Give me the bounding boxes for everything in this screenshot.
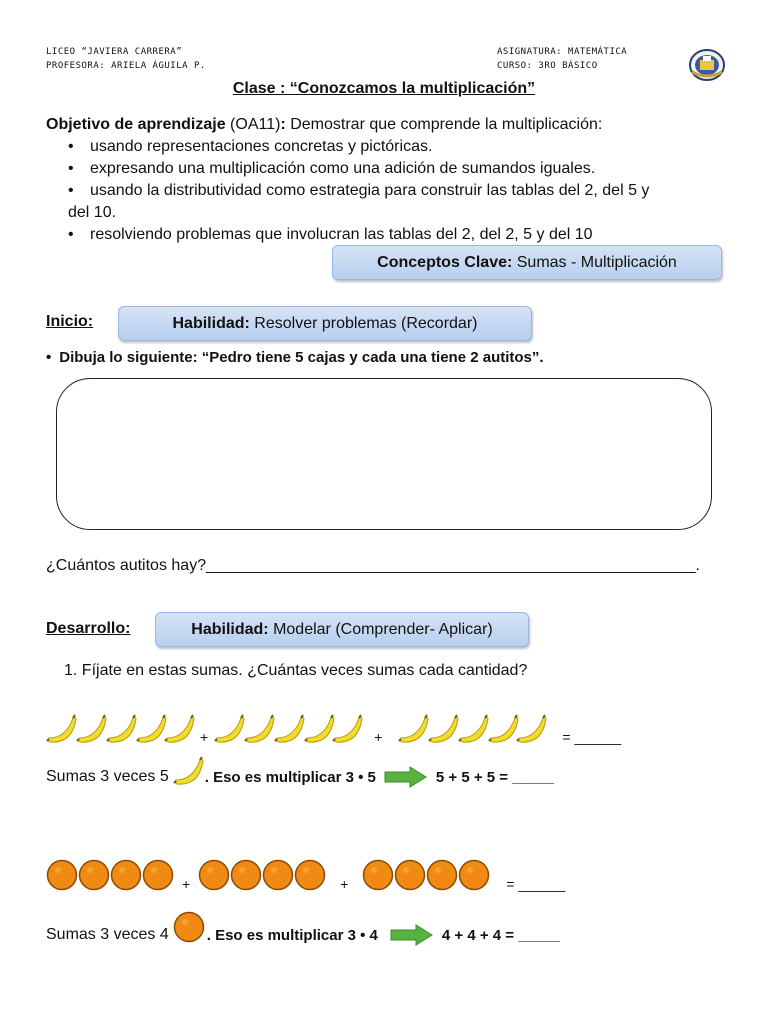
orange-icon xyxy=(48,861,77,890)
orange-icon xyxy=(296,861,325,890)
header-left xyxy=(46,45,206,73)
orange-group-row xyxy=(46,858,565,892)
concepts-text: Sumas - Multiplicación xyxy=(512,254,677,271)
teacher-name: PROFESORA: ARIELA ÁGUILA P. xyxy=(46,61,206,71)
banana-icon xyxy=(399,715,428,742)
list-item: • usando representaciones concretas y pictóricas. xyxy=(68,138,433,155)
list-item: • expresando una multiplicación como una adición de sumandos iguales. xyxy=(68,160,596,177)
banana-icon xyxy=(47,715,76,742)
orange-icon xyxy=(428,861,457,890)
banana-multiply-text: . Eso es multiplicar 3 • 5 xyxy=(204,768,376,786)
orange-icon xyxy=(173,911,207,945)
orange-sum-text: Sumas 3 veces 4 xyxy=(46,926,169,943)
concepts-box xyxy=(332,245,722,280)
school-logo-icon xyxy=(688,46,726,82)
objective-code: (OA11) xyxy=(225,116,281,133)
banana-group-2 xyxy=(214,714,364,746)
objective-colon: : xyxy=(280,116,286,133)
banana-icon xyxy=(275,715,304,742)
subject-name: ASIGNATURA: MATEMÁTICA xyxy=(497,47,628,57)
orange-icon xyxy=(200,861,229,890)
orange-multiply-text: . Eso es multiplicar 3 • 4 xyxy=(206,926,378,944)
orange-icon xyxy=(80,861,109,890)
orange-group-2 xyxy=(198,859,326,891)
banana-group-row xyxy=(46,714,621,746)
inicio-skill-text: Resolver problemas (Recordar) xyxy=(249,315,478,332)
equals-blank: = ______ xyxy=(506,876,566,892)
plus-sign: + xyxy=(200,729,209,745)
orange-icon xyxy=(460,861,489,890)
inicio-question: ¿Cuántos autitos hay?_______________________________________________________. xyxy=(46,557,700,574)
objective-line xyxy=(46,114,746,136)
course-name: CURSO: 3RO BÁSICO xyxy=(497,61,598,71)
banana-icon xyxy=(305,715,334,742)
banana-icon xyxy=(489,715,518,742)
desarrollo-skill-label: Habilidad: xyxy=(191,621,269,638)
banana-group-3 xyxy=(398,714,548,746)
arrow-right-icon xyxy=(384,766,428,788)
banana-icon xyxy=(333,715,362,742)
plus-sign: + xyxy=(340,876,349,892)
banana-icon xyxy=(173,756,205,788)
banana-explanation xyxy=(46,766,554,788)
banana-expansion: 5 + 5 + 5 = _____ xyxy=(435,768,554,786)
banana-icon xyxy=(429,715,458,742)
arrow-right-icon xyxy=(390,924,434,946)
objective-label: Objetivo de aprendizaje xyxy=(46,116,226,133)
banana-icon xyxy=(107,715,136,742)
orange-icon xyxy=(112,861,141,890)
concepts-label: Conceptos Clave: xyxy=(377,254,513,271)
orange-group-1 xyxy=(46,859,174,891)
banana-icon xyxy=(245,715,274,742)
item-1-text: 1. Fíjate en estas sumas. ¿Cuántas veces sumas cada cantidad? xyxy=(64,662,528,679)
inicio-label: Inicio: xyxy=(46,313,94,330)
orange-icon xyxy=(396,861,425,890)
plus-sign: + xyxy=(182,876,191,892)
banana-icon xyxy=(165,715,194,742)
orange-icon xyxy=(364,861,393,890)
list-item: • usando la distributividad como estrategia para construir las tablas del 2, del 5 y xyxy=(68,182,650,199)
objective-text: Demostrar que comprende la multiplicación: xyxy=(285,116,603,133)
orange-group-3 xyxy=(362,859,490,891)
inicio-skill-label: Habilidad: xyxy=(172,315,250,332)
banana-group-1 xyxy=(46,714,196,746)
drawing-area[interactable] xyxy=(56,378,712,530)
list-item-continuation: del 10. xyxy=(68,204,117,221)
banana-sum-text: Sumas 3 veces 5 xyxy=(46,768,169,785)
inicio-instruction: • Dibuja lo siguiente: “Pedro tiene 5 cajas y cada una tiene 2 autitos”. xyxy=(46,349,544,366)
banana-icon xyxy=(517,715,546,742)
desarrollo-skill-box xyxy=(155,612,529,647)
banana-icon xyxy=(77,715,106,742)
inicio-skill-box xyxy=(118,306,532,341)
page-title: Clase : “Conozcamos la multiplicación” xyxy=(232,80,536,97)
orange-icon xyxy=(232,861,261,890)
banana-icon xyxy=(137,715,166,742)
desarrollo-label: Desarrollo: xyxy=(46,620,131,637)
objective-bullets xyxy=(68,136,748,246)
orange-icon xyxy=(144,861,173,890)
equals-blank: = ______ xyxy=(562,729,622,745)
plus-sign: + xyxy=(374,729,383,745)
desarrollo-skill-text: Modelar (Comprender- Aplicar) xyxy=(268,621,493,638)
banana-icon xyxy=(215,715,244,742)
banana-icon xyxy=(459,715,488,742)
header-right xyxy=(497,45,627,73)
list-item: • resolviendo problemas que involucran las tablas del 2, del 2, 5 y del 10 xyxy=(68,226,593,243)
orange-expansion: 4 + 4 + 4 = _____ xyxy=(441,926,560,944)
orange-icon xyxy=(264,861,293,890)
school-name: LICEO “JAVIERA CARRERA” xyxy=(46,47,183,57)
orange-explanation xyxy=(46,916,560,946)
